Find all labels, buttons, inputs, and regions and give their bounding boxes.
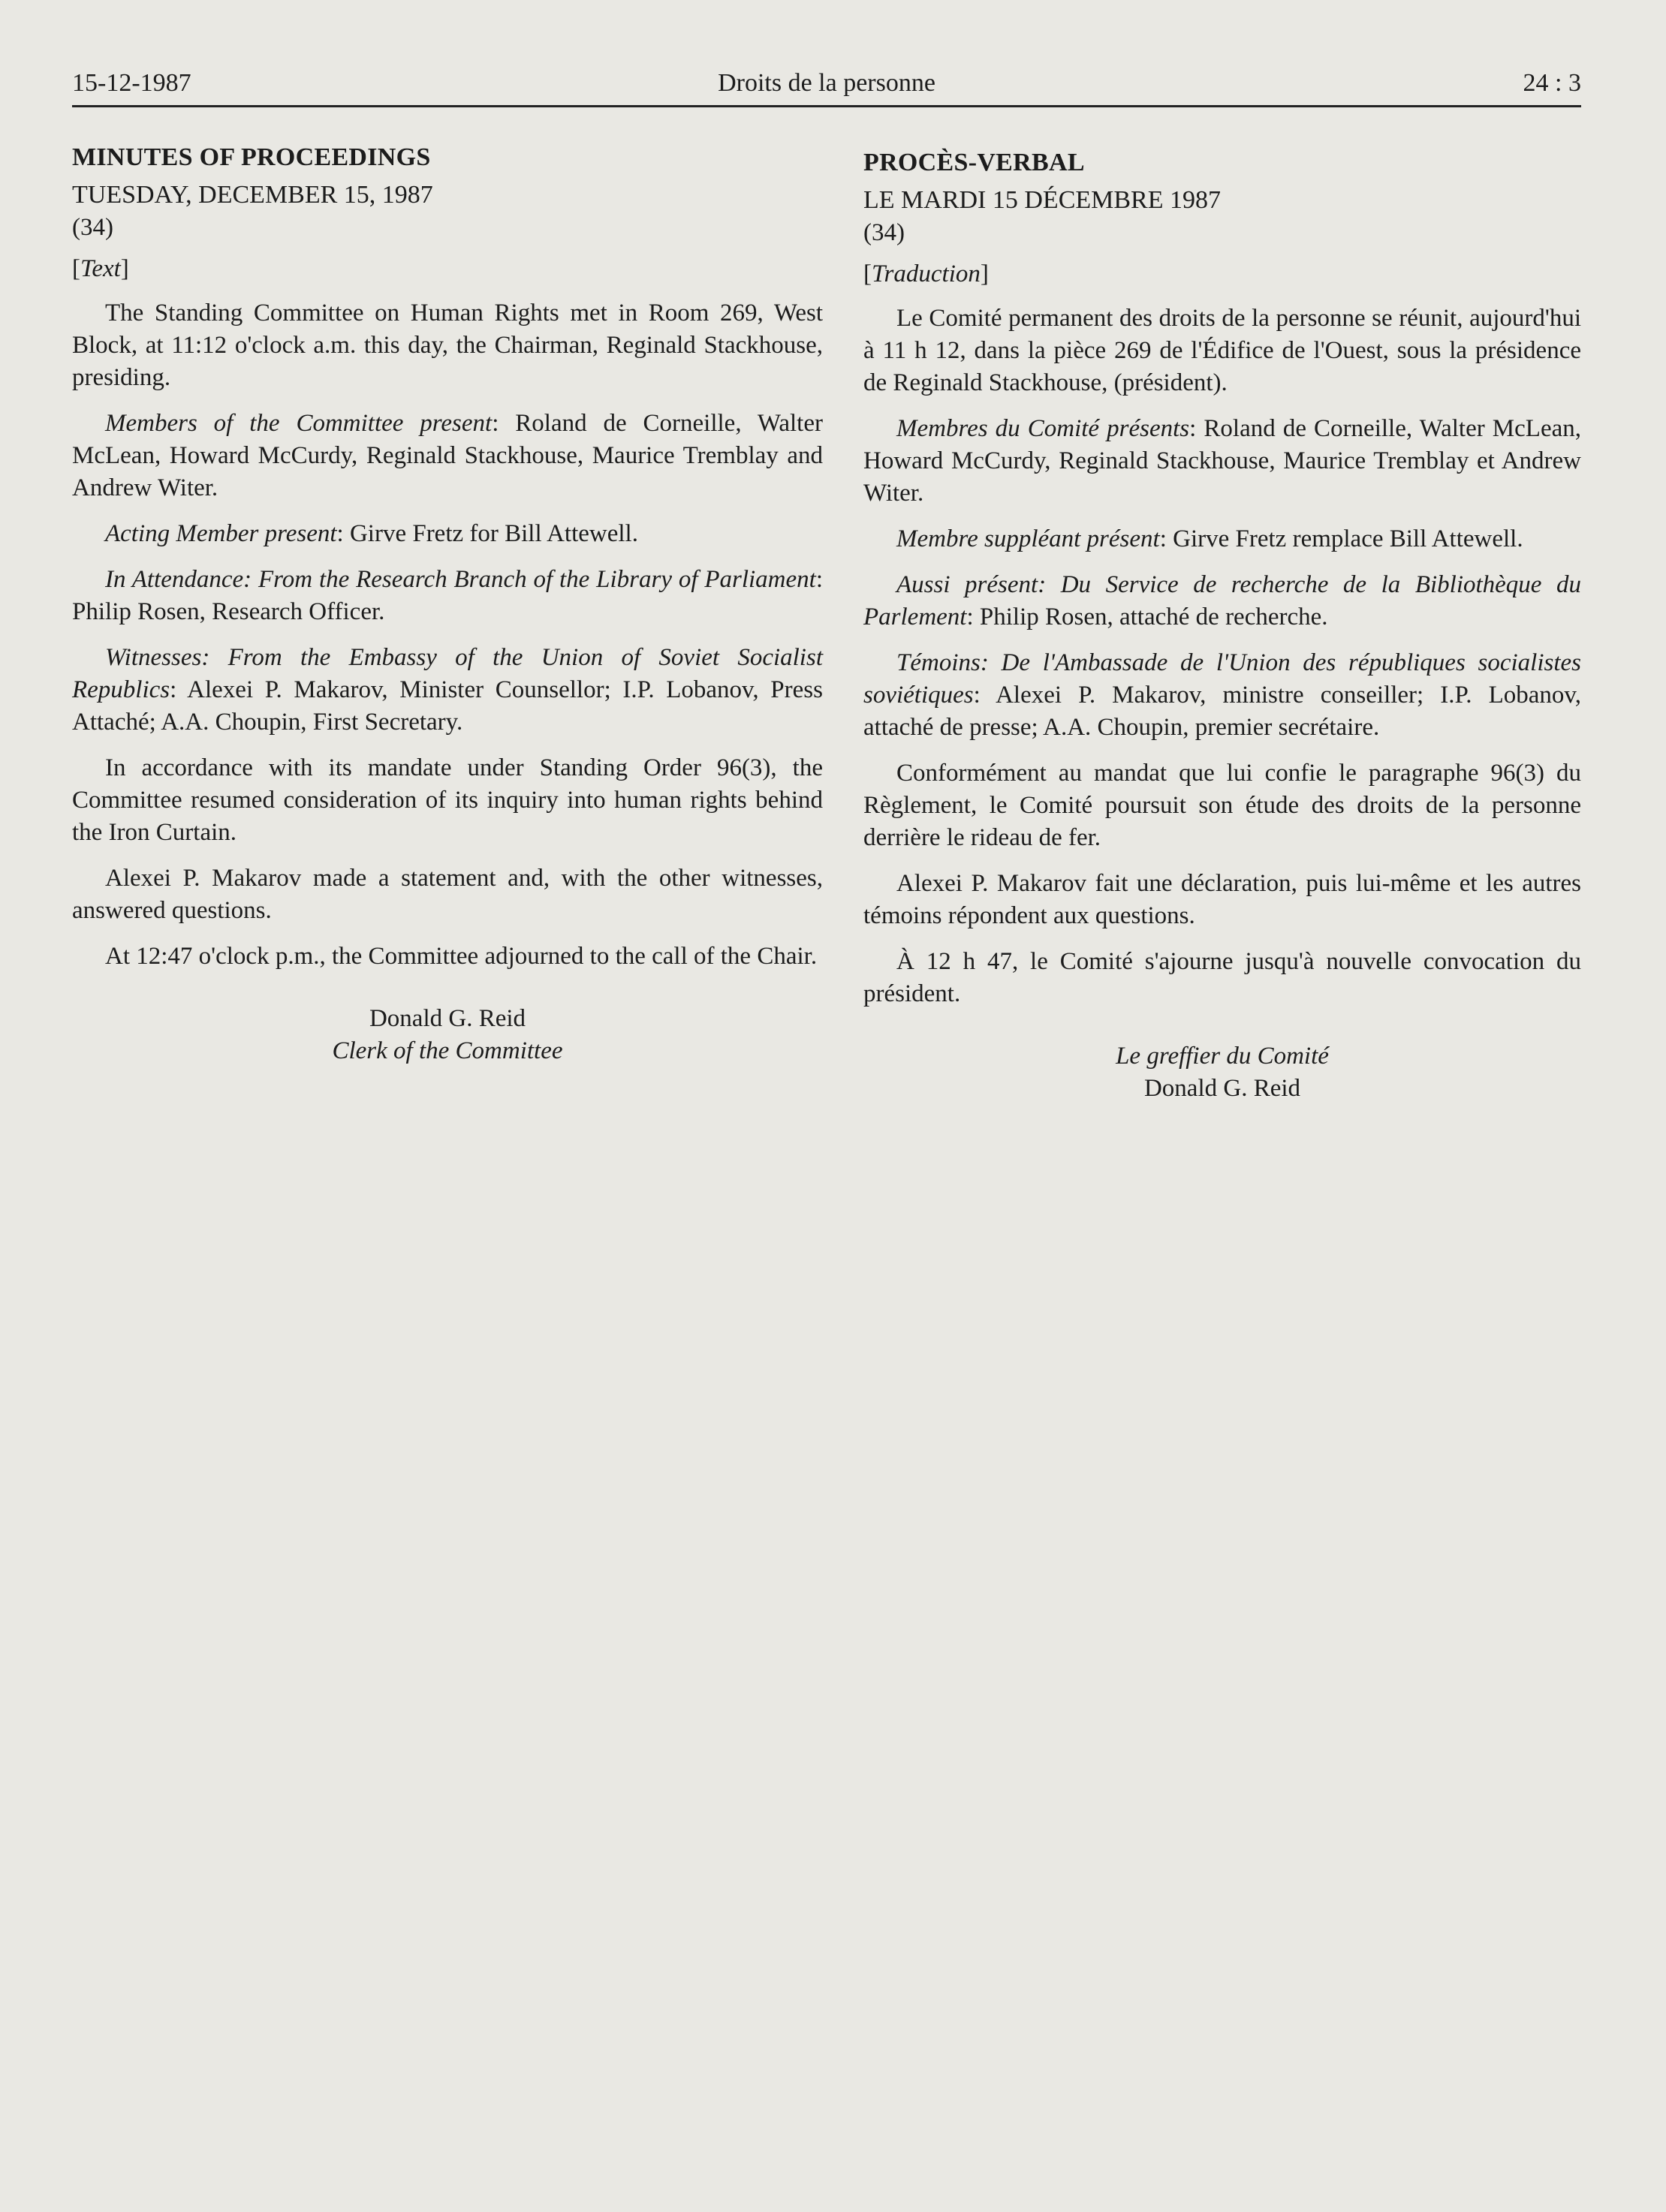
french-heading: PROCÈS-VERBAL [863, 149, 1085, 176]
english-statement-paragraph: Alexei P. Makarov made a statement and, with the other witnesses, answered questions. [72, 865, 823, 924]
english-heading: MINUTES OF PROCEEDINGS [72, 143, 431, 171]
english-number: (34) [72, 214, 113, 241]
english-members-paragraph: Members of the Committee present: Roland de Corneille, Walter McLean, Howard McCurdy, Reginald Stackhouse, Maurice Tremblay and Andrew Witer. [72, 410, 823, 501]
english-tag: [Text] [72, 255, 129, 282]
english-signature-title: Clerk of the Committee [332, 1037, 563, 1064]
french-acting-paragraph: Membre suppléant présent: Girve Fretz remplace Bill Attewell. [896, 525, 1523, 552]
page-header [72, 69, 1581, 107]
header-rule [72, 105, 1581, 107]
english-acting-paragraph: Acting Member present: Girve Fretz for Bill Attewell. [105, 520, 638, 547]
english-column [72, 141, 823, 1067]
english-date-line: TUESDAY, DECEMBER 15, 1987 [72, 181, 433, 209]
french-adjourn-paragraph: À 12 h 47, le Comité s'ajourne jusqu'à nouvelle convocation du président. [863, 948, 1581, 1007]
french-opening-paragraph: Le Comité permanent des droits de la personne se réunit, aujourd'hui à 11 h 12, dans la pièce 269 de l'Édifice de l'Ouest, sous la présidence de Reginald Stackhouse, (président). [863, 305, 1581, 396]
french-number: (34) [863, 219, 905, 246]
french-statement-paragraph: Alexei P. Makarov fait une déclaration, puis lui-même et les autres témoins répondent aux questions. [863, 870, 1581, 929]
english-opening-paragraph: The Standing Committee on Human Rights met in Room 269, West Block, at 11:12 o'clock a.m. this day, the Chairman, Reginald Stackhouse, presiding. [72, 299, 823, 391]
header-date: 15-12-1987 [72, 69, 191, 97]
french-tag: [Traduction] [863, 260, 989, 287]
english-signature [72, 1003, 823, 1067]
french-members-paragraph: Membres du Comité présents: Roland de Corneille, Walter McLean, Howard McCurdy, Reginald Stackhouse, Maurice Tremblay et Andrew Witer. [863, 415, 1581, 507]
french-signature [863, 1040, 1581, 1105]
english-mandate-paragraph: In accordance with its mandate under Standing Order 96(3), the Committee resumed consideration of its inquiry into human rights behind the Iron Curtain. [72, 754, 823, 846]
english-attendance-paragraph: In Attendance: From the Research Branch of the Library of Parliament: Philip Rosen, Research Officer. [72, 566, 823, 625]
french-column [863, 146, 1581, 1105]
english-adjourn-paragraph: At 12:47 o'clock p.m., the Committee adjourned to the call of the Chair. [105, 943, 818, 970]
french-witnesses-paragraph: Témoins: De l'Ambassade de l'Union des républiques socialistes soviétiques: Alexei P. Makarov, ministre conseiller; I.P. Lobanov, attaché de presse; A.A. Choupin, premier secrétaire. [863, 649, 1581, 741]
french-date-line: LE MARDI 15 DÉCEMBRE 1987 [863, 186, 1221, 214]
french-signature-name: Donald G. Reid [1143, 1075, 1301, 1102]
french-signature-title: Le greffier du Comité [1116, 1043, 1329, 1070]
french-mandate-paragraph: Conformément au mandat que lui confie le paragraphe 96(3) du Règlement, le Comité poursuit son étude des droits de la personne derrière le rideau de fer. [863, 760, 1581, 851]
french-attendance-paragraph: Aussi présent: Du Service de recherche de la Bibliothèque du Parlement: Philip Rosen, attaché de recherche. [863, 571, 1581, 630]
english-witnesses-paragraph: Witnesses: From the Embassy of the Union of Soviet Socialist Republics: Alexei P. Makarov, Minister Counsellor; I.P. Lobanov, Press Attaché; A.A. Choupin, First Secretary. [72, 644, 823, 736]
header-title: Droits de la personne [718, 69, 935, 97]
header-page-number: 24 : 3 [1523, 69, 1581, 97]
english-signature-name: Donald G. Reid [369, 1005, 526, 1032]
